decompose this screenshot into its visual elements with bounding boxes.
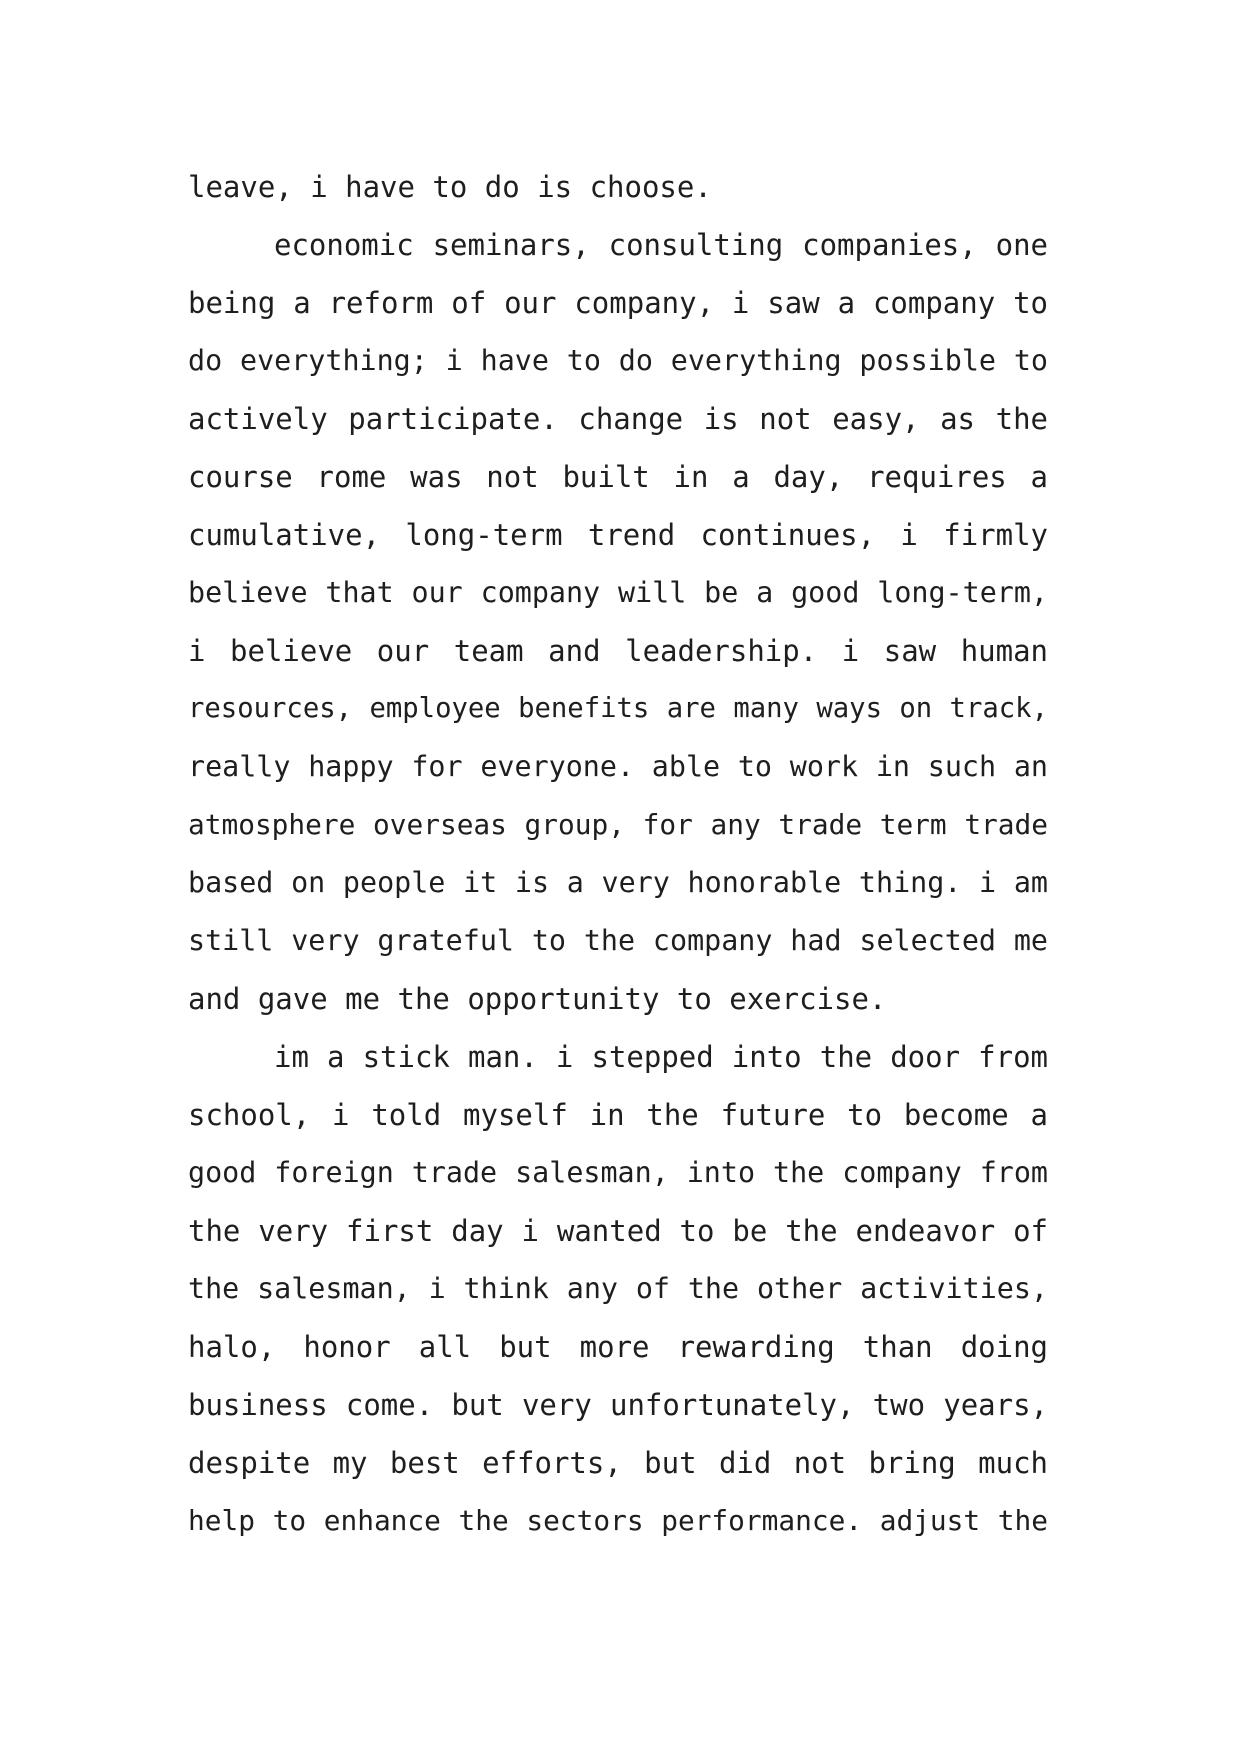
body-text (188, 158, 1048, 1550)
text-line: course rome was not built in a day, requires a (188, 460, 1048, 494)
text-line: halo, honor all but more rewarding than doing (188, 1330, 1048, 1364)
text-line: really happy for everyone. able to work in such an (188, 750, 1048, 783)
text-line: resources, employee benefits are many ways on track, (188, 693, 1048, 724)
text-line: based on people it is a very honorable thing. i am (188, 866, 1048, 899)
text-line: business come. but very unfortunately, two years, (188, 1388, 1048, 1422)
text-line: the very first day i wanted to be the endeavor of (188, 1214, 1048, 1248)
text-line: despite my best efforts, but did not bring much (188, 1446, 1048, 1480)
text-line: leave, i have to do is choose. (188, 170, 712, 204)
text-line: school, i told myself in the future to become a (188, 1098, 1048, 1132)
paragraph-first-line: im a stick man. i stepped into the door from (274, 1040, 1048, 1074)
text-line: the salesman, i think any of the other activities, (188, 1272, 1048, 1305)
text-line: actively participate. change is not easy, as the (188, 402, 1048, 436)
text-line: i believe our team and leadership. i saw human (188, 634, 1048, 668)
text-line: being a reform of our company, i saw a company to (188, 286, 1048, 320)
text-line: atmosphere overseas group, for any trade term trade (188, 808, 1048, 841)
text-line: cumulative, long-term trend continues, i firmly (188, 518, 1048, 552)
text-line: believe that our company will be a good long-term, (188, 576, 1048, 609)
text-line: and gave me the opportunity to exercise. (188, 982, 887, 1016)
text-line: still very grateful to the company had selected me (188, 924, 1048, 957)
text-line: help to enhance the sectors performance. adjust the (188, 1504, 1048, 1537)
paragraph-first-line: economic seminars, consulting companies, one (274, 228, 1048, 262)
text-line: do everything; i have to do everything possible to (188, 344, 1048, 377)
text-line: good foreign trade salesman, into the company from (188, 1156, 1048, 1189)
